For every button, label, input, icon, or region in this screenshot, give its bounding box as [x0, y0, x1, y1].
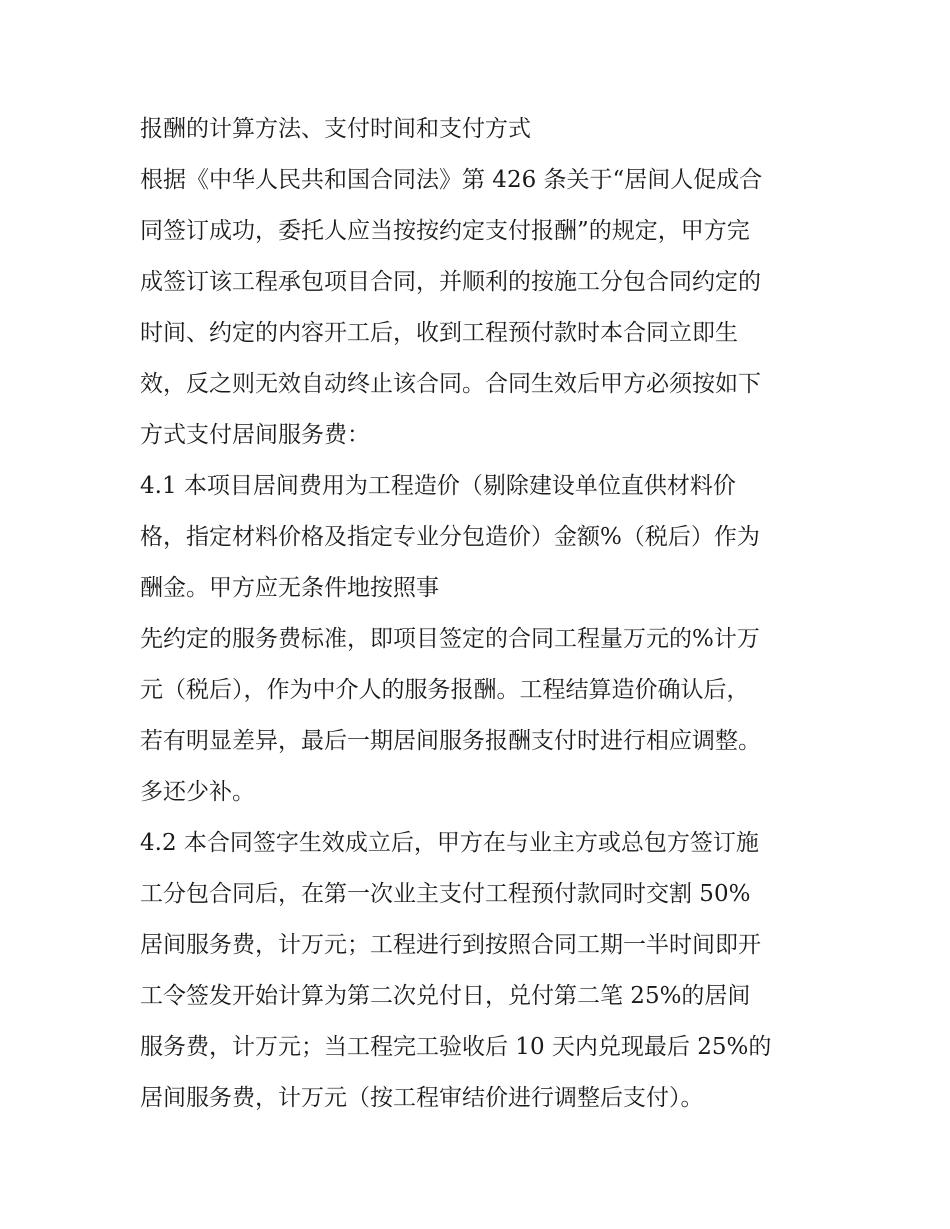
- text-line: 元（税后），作为中介人的服务报酬。工程结算造价确认后，: [140, 677, 750, 703]
- text-line: 格，指定材料价格及指定专业分包造价）金额%（税后）作为: [140, 524, 760, 550]
- text-line: 先约定的服务费标准，即项目签定的合同工程量万元的%计万: [140, 626, 760, 652]
- text-line: 效，反之则无效自动终止该合同。合同生效后甲方必须按如下: [140, 371, 761, 397]
- section-heading: 报酬的计算方法、支付时间和支付方式: [140, 116, 531, 142]
- text-line: 4.2 本合同签字生效成立后，甲方在与业主方或总包方签订施: [140, 830, 759, 856]
- text-line: 根据《中华人民共和国合同法》第 426 条关于“居间人促成合: [140, 167, 763, 193]
- text-line: 酬金。甲方应无条件地按照事: [140, 575, 439, 601]
- text-line: 工分包合同后，在第一次业主支付工程预付款同时交割 50%: [140, 881, 751, 907]
- text-line: 居间服务费，计万元（按工程审结价进行调整后支付）。: [140, 1085, 704, 1111]
- text-line: 方式支付居间服务费：: [140, 422, 370, 448]
- text-line: 多还少补。: [140, 779, 255, 805]
- text-line: 工令签发开始计算为第二次兑付日，兑付第二笔 25%的居间: [140, 983, 751, 1009]
- text-line: 服务费，计万元；当工程完工验收后 10 天内兑现最后 25%的: [140, 1034, 772, 1060]
- text-line: 成签订该工程承包项目合同，并顺利的按施工分包合同约定的: [140, 269, 761, 295]
- document-body: [140, 104, 820, 1124]
- text-line: 居间服务费，计万元；工程进行到按照合同工期一半时间即开: [140, 932, 761, 958]
- text-line: 4.1 本项目居间费用为工程造价（剔除建设单位直供材料价: [140, 473, 736, 499]
- text-line: 时间、约定的内容开工后，收到工程预付款时本合同立即生: [140, 320, 738, 346]
- text-line: 若有明显差异，最后一期居间服务报酬支付时进行相应调整。: [140, 728, 761, 754]
- text-line: 同签订成功，委托人应当按按约定支付报酬”的规定，甲方完: [140, 218, 750, 244]
